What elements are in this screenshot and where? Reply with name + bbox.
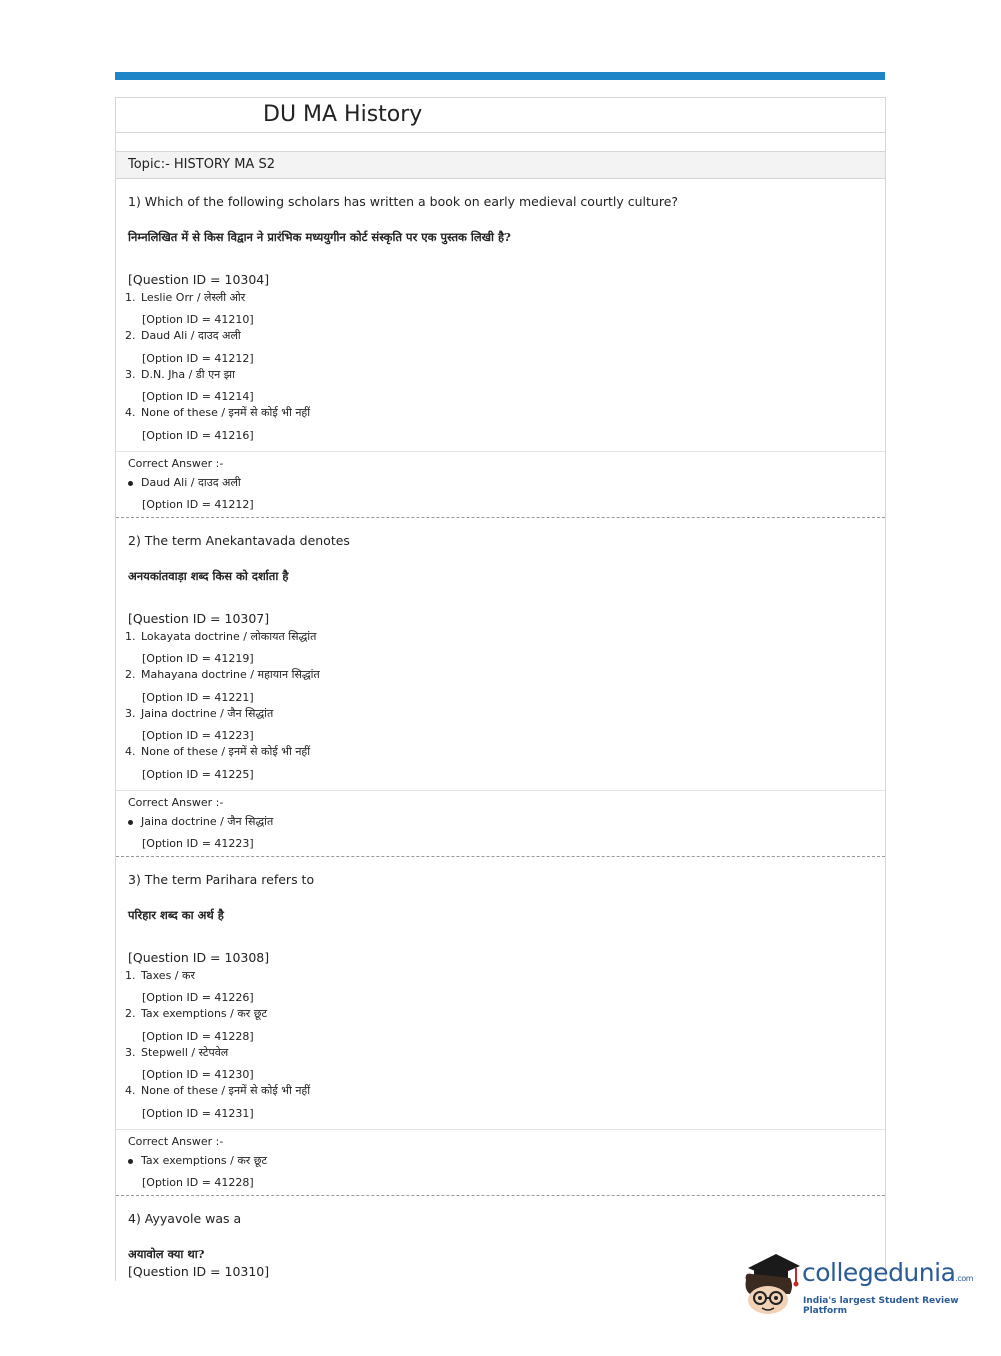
correct-answer: Daud Ali / दाउद अली <box>128 475 241 490</box>
logo-wordmark: collegedunia.com <box>802 1258 974 1287</box>
option-id: [Option ID = 41231] <box>142 1107 254 1120</box>
option-item: 2. Mahayana doctrine / महायान सिद्धांत <box>125 668 320 681</box>
question-text-hindi: निम्नलिखित में से किस विद्वान ने प्रारंभिक मध्ययुगीन कोर्ट संस्कृति पर एक पुस्तक लिखी है? <box>128 230 511 244</box>
page-title: DU MA History <box>263 102 423 127</box>
correct-answer-label: Correct Answer :- <box>128 457 224 470</box>
correct-option-id: [Option ID = 41212] <box>142 498 254 511</box>
option-item: 2. Daud Ali / दाउद अली <box>125 329 241 342</box>
question-text: 4) Ayyavole was a <box>128 1211 242 1226</box>
question-text: 1) Which of the following scholars has written a book on early medieval courtly culture? <box>128 194 679 209</box>
option-item: 1. Taxes / कर <box>125 969 195 982</box>
option-item: 1. Leslie Orr / लेस्ली ओर <box>125 291 246 304</box>
correct-option-id: [Option ID = 41228] <box>142 1176 254 1189</box>
correct-answer: Jaina doctrine / जैन सिद्धांत <box>128 814 273 829</box>
bullet-icon <box>128 1159 133 1164</box>
option-id: [Option ID = 41216] <box>142 429 254 442</box>
title-row <box>116 98 885 133</box>
option-item: 3. D.N. Jha / डी एन झा <box>125 368 235 381</box>
bullet-icon <box>128 481 133 486</box>
option-id: [Option ID = 41214] <box>142 390 254 403</box>
top-accent-bar <box>115 72 885 80</box>
option-id: [Option ID = 41228] <box>142 1030 254 1043</box>
question-paper <box>115 97 886 1281</box>
option-item: 4. None of these / इनमें से कोई भी नहीं <box>125 406 311 419</box>
divider <box>116 1129 885 1130</box>
option-id: [Option ID = 41212] <box>142 352 254 365</box>
question-text: 2) The term Anekantavada denotes <box>128 533 350 548</box>
topic-label: Topic:- HISTORY MA S2 <box>128 157 275 172</box>
mascot-icon <box>740 1250 802 1320</box>
question-text-hindi: परिहार शब्द का अर्थ है <box>128 908 224 922</box>
correct-answer: Tax exemptions / कर छूट <box>128 1153 267 1168</box>
option-id: [Option ID = 41225] <box>142 768 254 781</box>
correct-answer-label: Correct Answer :- <box>128 796 224 809</box>
bullet-icon <box>128 820 133 825</box>
option-id: [Option ID = 41226] <box>142 991 254 1004</box>
question-block <box>116 857 885 1196</box>
divider <box>116 451 885 452</box>
option-item: 4. None of these / इनमें से कोई भी नहीं <box>125 745 311 758</box>
logo-tagline: India's largest Student Review Platform <box>803 1296 959 1316</box>
topic-row <box>116 152 885 179</box>
question-id: [Question ID = 10307] <box>128 611 270 626</box>
divider <box>116 790 885 791</box>
option-id: [Option ID = 41223] <box>142 729 254 742</box>
option-id: [Option ID = 41221] <box>142 691 254 704</box>
option-item: 2. Tax exemptions / कर छूट <box>125 1007 268 1020</box>
question-block <box>116 518 885 857</box>
option-item: 4. None of these / इनमें से कोई भी नहीं <box>125 1084 311 1097</box>
option-item: 1. Lokayata doctrine / लोकायत सिद्धांत <box>125 630 317 643</box>
option-id: [Option ID = 41219] <box>142 652 254 665</box>
option-id: [Option ID = 41210] <box>142 313 254 326</box>
option-item: 3. Stepwell / स्टेपवेल <box>125 1046 229 1059</box>
question-text-hindi: अयावोल क्या था? <box>128 1247 205 1261</box>
question-id: [Question ID = 10310] <box>128 1264 270 1279</box>
question-text-hindi: अनयकांतवाड़ा शब्द किस को दर्शाता है <box>128 569 289 583</box>
option-id: [Option ID = 41230] <box>142 1068 254 1081</box>
collegedunia-logo <box>740 1250 974 1320</box>
option-item: 3. Jaina doctrine / जैन सिद्धांत <box>125 707 274 720</box>
question-id: [Question ID = 10308] <box>128 950 270 965</box>
question-text: 3) The term Parihara refers to <box>128 872 315 887</box>
correct-option-id: [Option ID = 41223] <box>142 837 254 850</box>
question-id: [Question ID = 10304] <box>128 272 270 287</box>
correct-answer-label: Correct Answer :- <box>128 1135 224 1148</box>
question-block <box>116 179 885 518</box>
spacer-row <box>116 133 885 152</box>
